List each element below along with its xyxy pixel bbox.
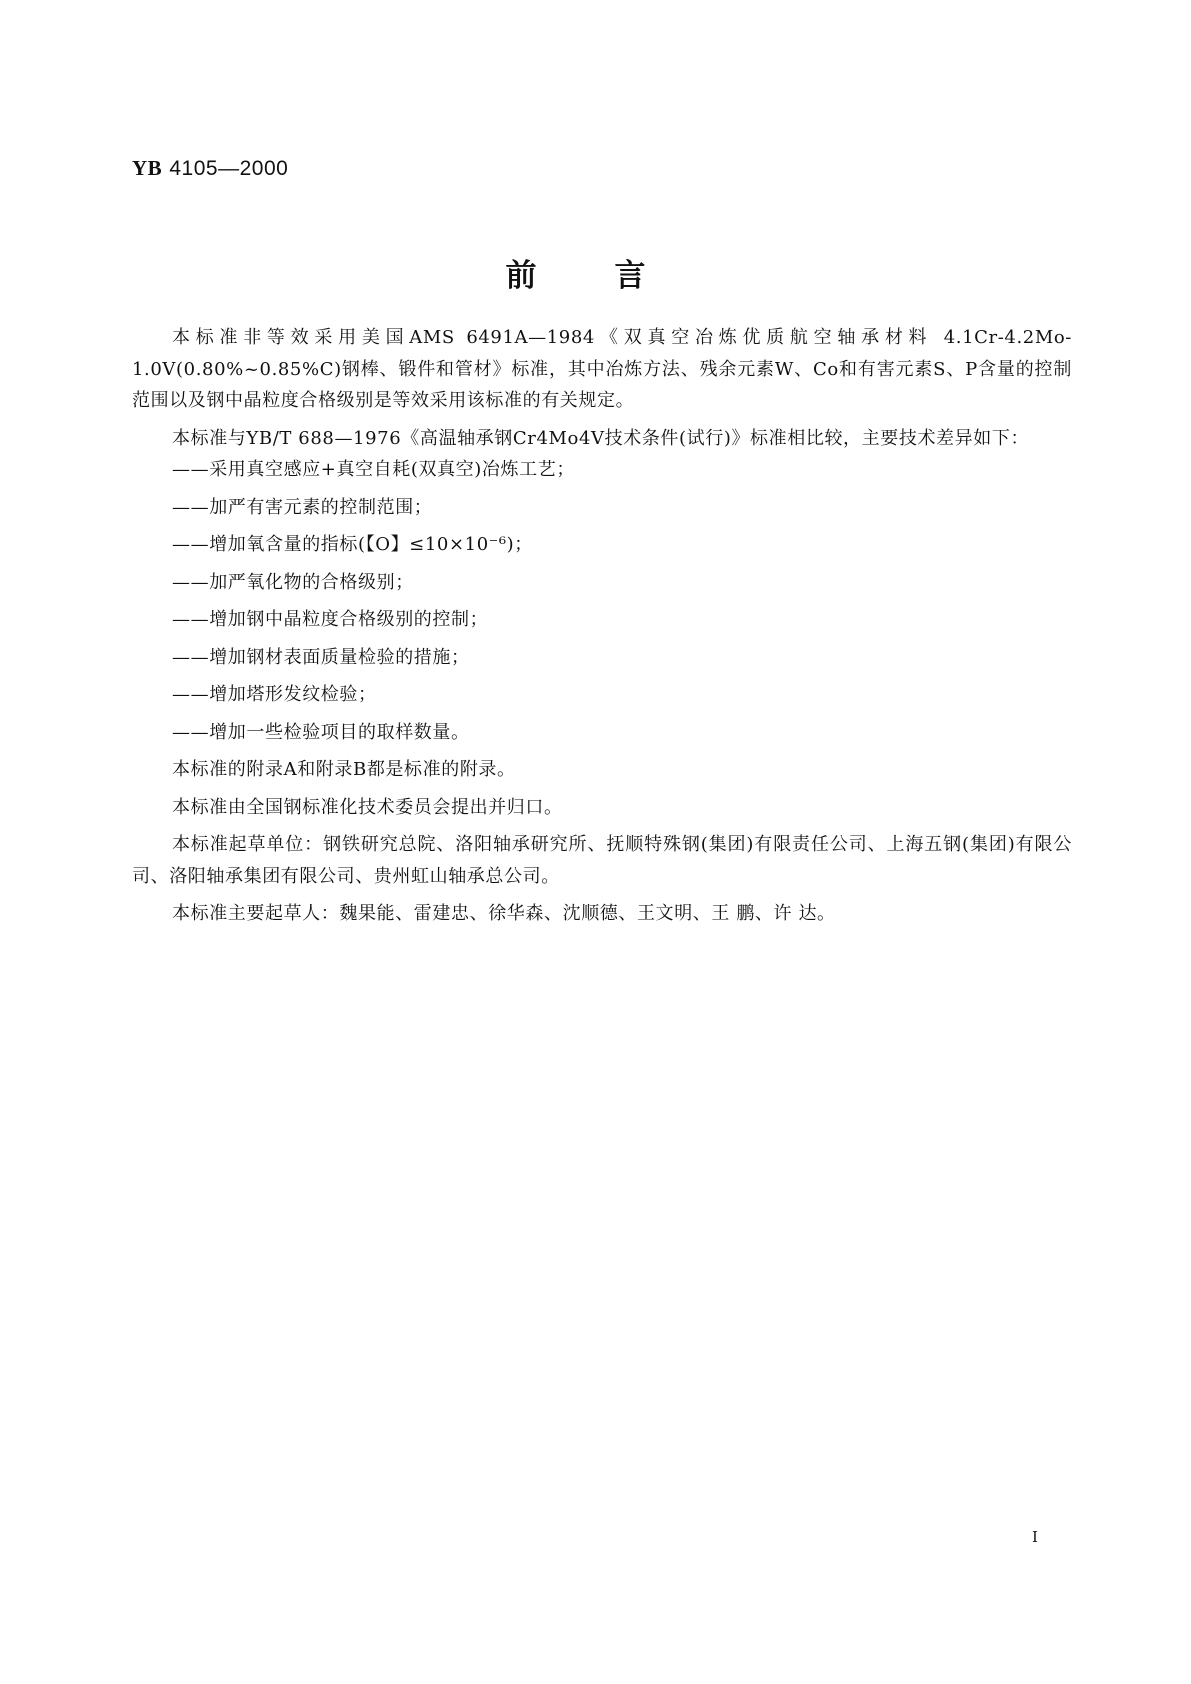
paragraph-drafting-units: 本标准起草单位：钢铁研究总院、洛阳轴承研究所、抚顺特殊钢(集团)有限责任公司、上海五钢(集团)有限公司、洛阳轴承集团有限公司、贵州虹山轴承总公司。: [132, 834, 1072, 887]
page-number: I: [1032, 1528, 1038, 1546]
list-item: ——增加氧含量的指标(【O】≤10×10⁻⁶)；: [172, 534, 533, 555]
standard-number: 4105—2000: [169, 157, 289, 180]
foreword-body: [132, 322, 1072, 936]
document-header: [132, 156, 288, 181]
list-item: ——增加塔形发纹检验；: [172, 684, 377, 705]
paragraph-appendix: 本标准的附录A和附录B都是标准的附录。: [172, 759, 516, 780]
paragraph-adoption: 本标准非等效采用美国AMS 6491A—1984《双真空冶炼优质航空轴承材料 4.1Cr-4.2Mo-1.0V(0.80%~0.85%C)钢棒、锻件和管材》标准，其中冶炼方法、残余元素W、Co和有害元素S、P含量的控制范围以及钢中晶粒度合格级别是等效采用该标准的有关规定。: [132, 327, 1072, 411]
list-item: ——增加钢中晶粒度合格级别的控制；: [172, 609, 489, 630]
paragraph-comparison: 本标准与YB/T 688—1976《高温轴承钢Cr4Mo4V技术条件(试行)》标准相比较，主要技术差异如下：: [172, 427, 1030, 449]
paragraph-committee: 本标准由全国钢标准化技术委员会提出并归口。: [172, 796, 563, 818]
list-item: ——增加一些检验项目的取样数量。: [172, 721, 470, 743]
list-item: ——采用真空感应+真空自耗(双真空)冶炼工艺；: [172, 459, 575, 480]
list-item: ——加严有害元素的控制范围；: [172, 496, 433, 518]
paragraph-drafters: 本标准主要起草人：魏果能、雷建忠、徐华森、沈顺德、王文明、王 鹏、许 达。: [172, 903, 836, 924]
page-title: 前言: [505, 258, 724, 294]
standard-code: YB: [132, 156, 163, 180]
list-item: ——加严氧化物的合格级别；: [172, 571, 414, 593]
difference-list: [132, 454, 1072, 748]
list-item: ——增加钢材表面质量检验的措施；: [172, 646, 470, 668]
